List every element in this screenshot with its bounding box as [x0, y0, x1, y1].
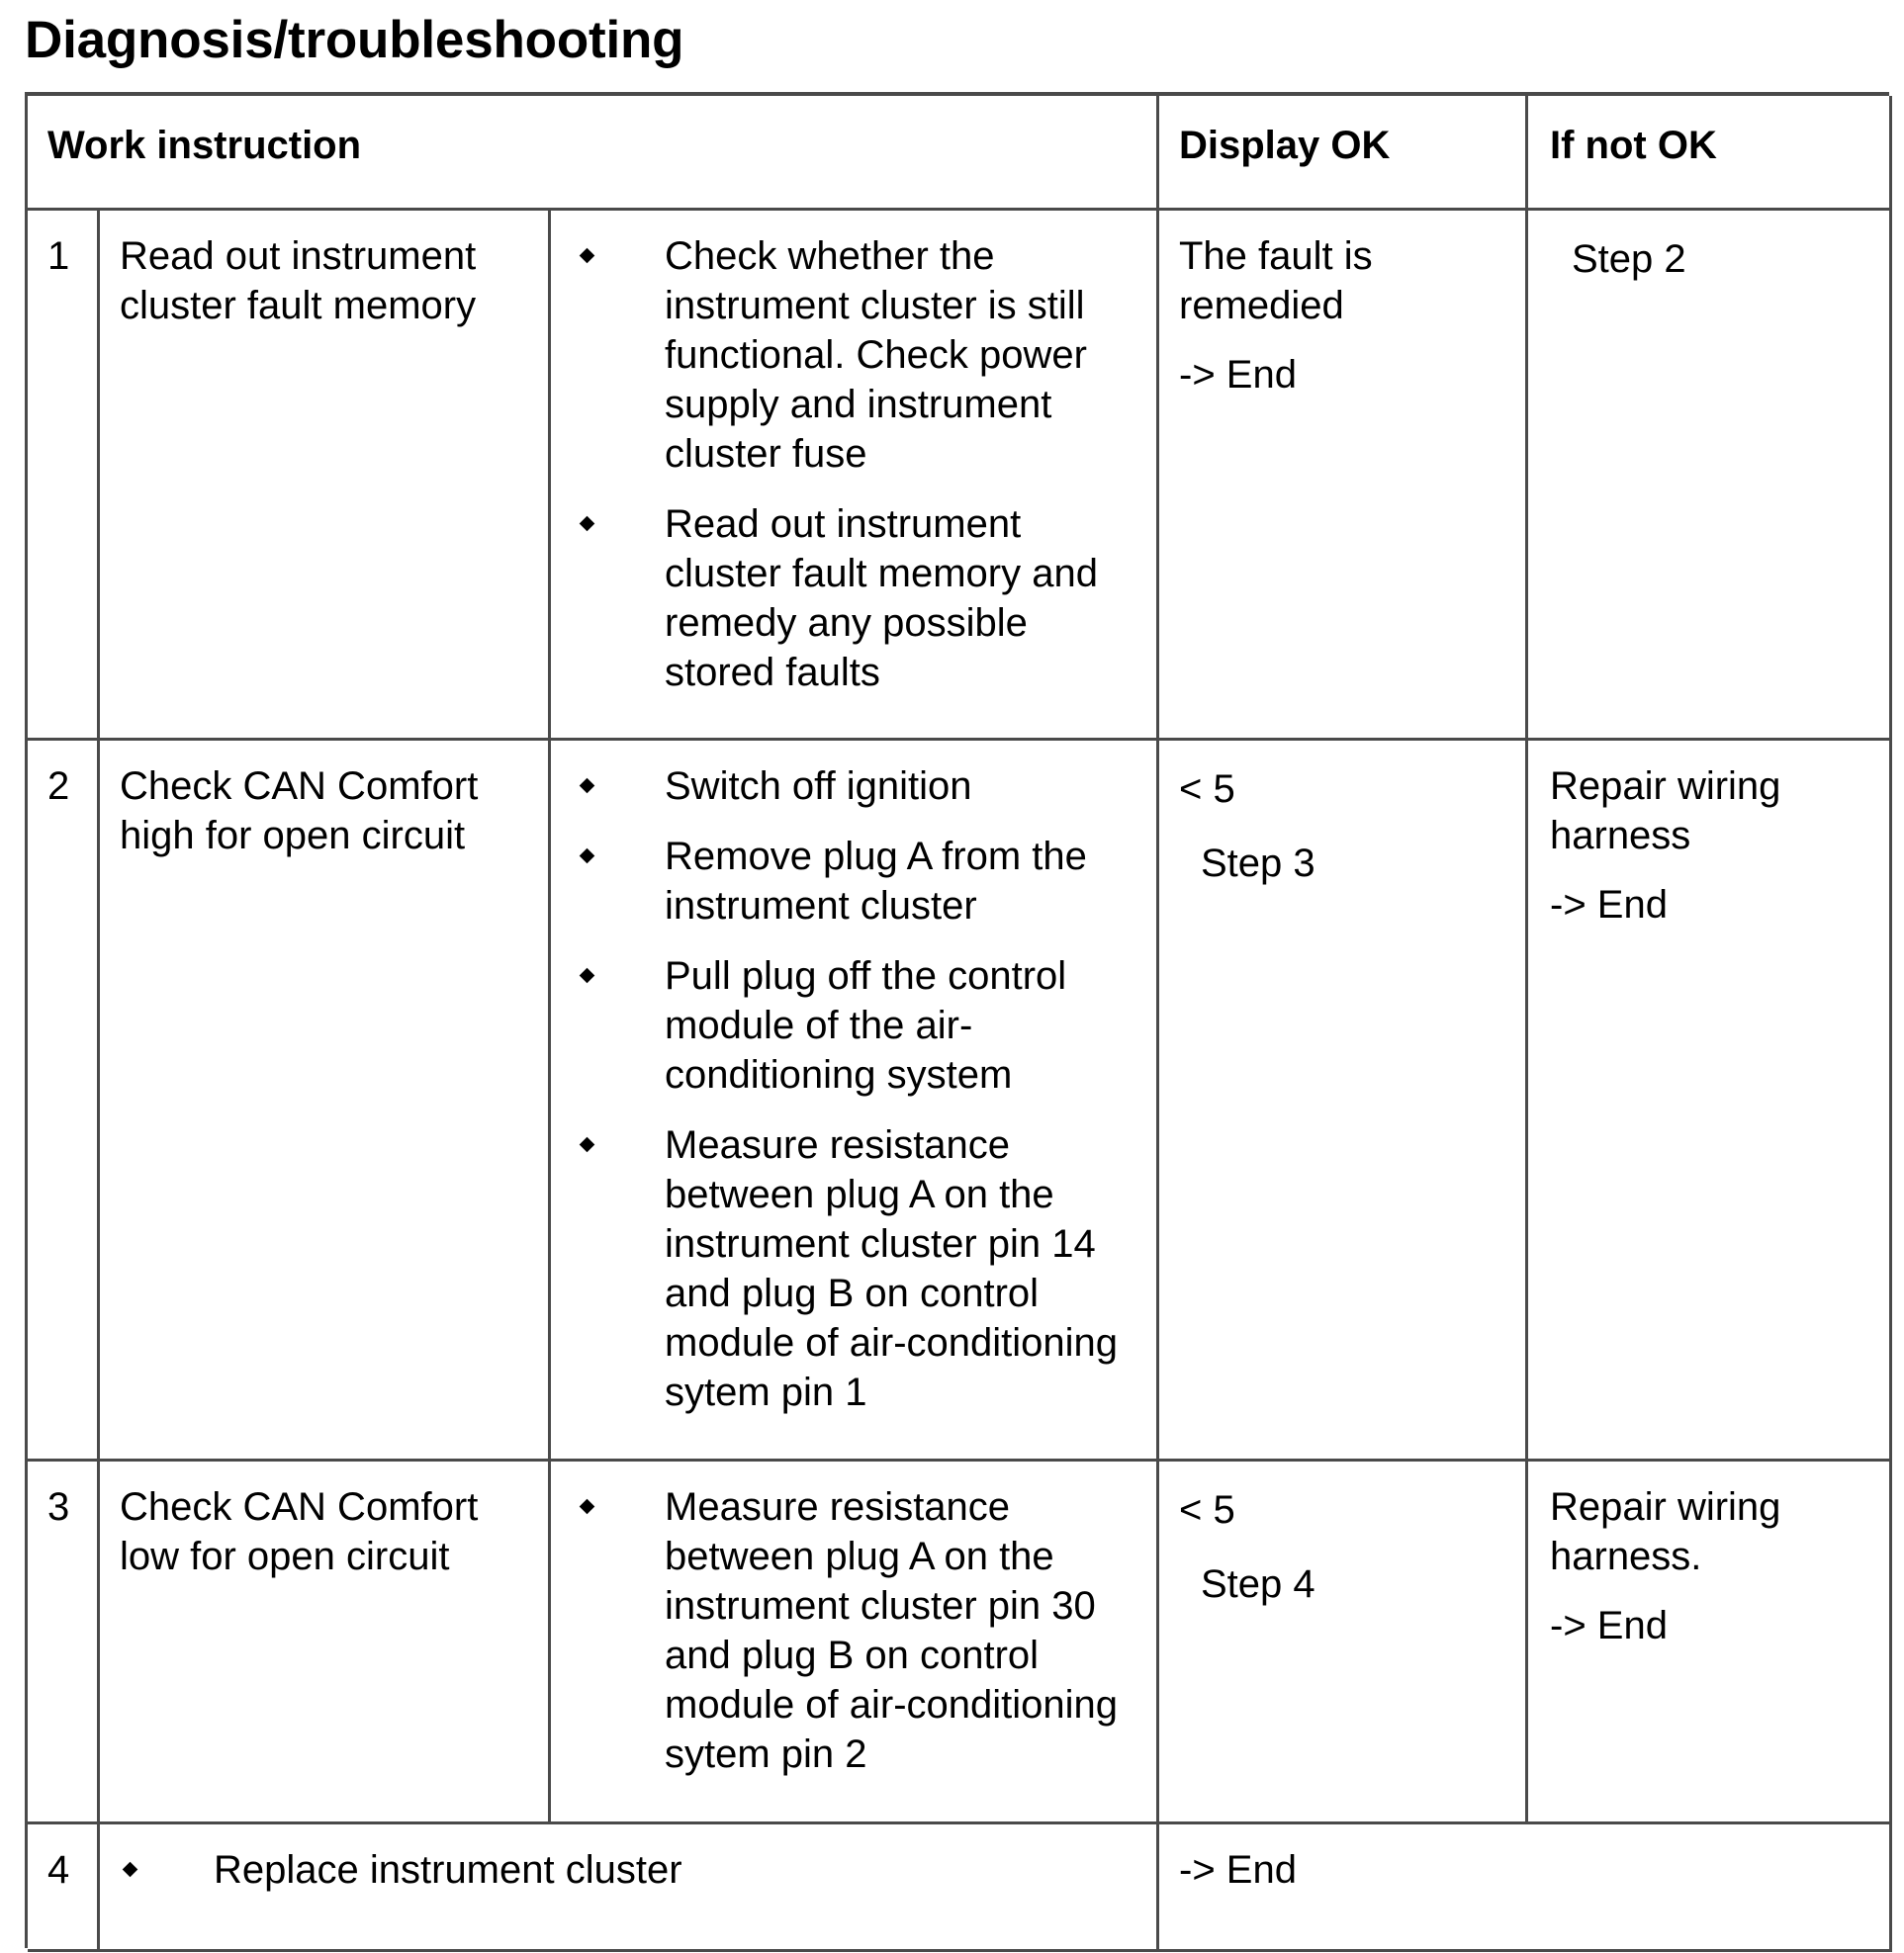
- list-item: Replace instrument cluster: [100, 1845, 1146, 1895]
- row-2-description: Check CAN Comfort high for open circuit: [120, 764, 479, 857]
- list-item: Check whether the instrument cluster is still functional. Check power supply and instrument cluster fuse: [551, 231, 1146, 479]
- row-3-description-cell: [100, 1462, 551, 1824]
- list-item: Read out instrument cluster fault memory and remedy any possible stored faults: [551, 499, 1146, 697]
- list-item: Remove plug A from the instrument cluster: [551, 832, 1146, 931]
- bullet-diamond-icon: [577, 513, 597, 534]
- row-4-result-cell: [1159, 1824, 1892, 1952]
- row-3-description: Check CAN Comfort low for open circuit: [120, 1485, 479, 1578]
- row-1-number-cell: [28, 211, 100, 741]
- bullet-diamond-icon: [120, 1859, 140, 1880]
- bullet-diamond-icon: [577, 245, 597, 266]
- troubleshooting-table: [25, 92, 1889, 1948]
- header-if-not-ok-label: If not OK: [1550, 124, 1717, 167]
- row-4-number: 4: [47, 1848, 70, 1892]
- bullet-diamond-icon: [577, 965, 597, 986]
- row-2-steps-cell: [551, 741, 1159, 1462]
- row-1-if-not-ok-next: Step 2: [1572, 237, 1686, 281]
- header-work-instruction: [28, 96, 1159, 211]
- row-4-number-cell: [28, 1824, 100, 1952]
- row-1-number: 1: [47, 234, 70, 278]
- list-item: Pull plug off the control module of the air-conditioning system: [551, 951, 1146, 1100]
- bullet-diamond-icon: [577, 775, 597, 796]
- row-3-if-not-ok-cell: [1528, 1462, 1892, 1824]
- row-1-display-ok-next: -> End: [1179, 353, 1297, 397]
- row-2-if-not-ok-next: -> End: [1550, 883, 1668, 927]
- row-4-steps: [100, 1845, 1146, 1895]
- row-1-display-ok-cell: [1159, 211, 1528, 741]
- row-2-if-not-ok-action: Repair wiring harness: [1550, 764, 1781, 857]
- row-2-if-not-ok-cell: [1528, 741, 1892, 1462]
- row-2-steps: [551, 761, 1146, 1417]
- row-3-steps-cell: [551, 1462, 1159, 1824]
- list-item: Measure resistance between plug A on the instrument cluster pin 30 and plug B on control module of air-conditioning sytem pin 2: [551, 1482, 1146, 1779]
- row-2-display-ok-next: Step 3: [1201, 842, 1315, 885]
- header-display-ok-label: Display OK: [1179, 124, 1391, 167]
- row-1-display-ok-result: The fault is remedied: [1179, 234, 1373, 327]
- row-1-description: Read out instrument cluster fault memory: [120, 234, 477, 327]
- row-2-display-ok-value: < 5: [1179, 767, 1235, 811]
- row-3-steps: [551, 1482, 1146, 1779]
- row-3-if-not-ok-action: Repair wiring harness.: [1550, 1485, 1781, 1578]
- list-item: Switch off ignition: [551, 761, 1146, 811]
- row-4-steps-cell: [100, 1824, 1159, 1952]
- row-1-if-not-ok-cell: [1528, 211, 1892, 741]
- row-3-display-ok-cell: [1159, 1462, 1528, 1824]
- row-2-display-ok-cell: [1159, 741, 1528, 1462]
- header-if-not-ok: [1528, 96, 1892, 211]
- row-3-if-not-ok-next: -> End: [1550, 1604, 1668, 1647]
- row-3-number: 3: [47, 1485, 70, 1529]
- list-item: Measure resistance between plug A on the instrument cluster pin 14 and plug B on control module of air-conditioning sytem pin 1: [551, 1120, 1146, 1417]
- row-2-number-cell: [28, 741, 100, 1462]
- page-title: Diagnosis/troubleshooting: [25, 11, 684, 69]
- row-2-number: 2: [47, 764, 70, 808]
- bullet-diamond-icon: [577, 845, 597, 866]
- row-2-description-cell: [100, 741, 551, 1462]
- row-3-display-ok-next: Step 4: [1201, 1562, 1315, 1606]
- row-3-display-ok-value: < 5: [1179, 1488, 1235, 1532]
- row-1-steps: [551, 231, 1146, 697]
- row-3-number-cell: [28, 1462, 100, 1824]
- header-display-ok: [1159, 96, 1528, 211]
- header-work-instruction-label: Work instruction: [47, 124, 362, 167]
- row-1-description-cell: [100, 211, 551, 741]
- bullet-diamond-icon: [577, 1496, 597, 1517]
- row-1-steps-cell: [551, 211, 1159, 741]
- row-4-display-ok-next: -> End: [1179, 1848, 1297, 1892]
- bullet-diamond-icon: [577, 1134, 597, 1155]
